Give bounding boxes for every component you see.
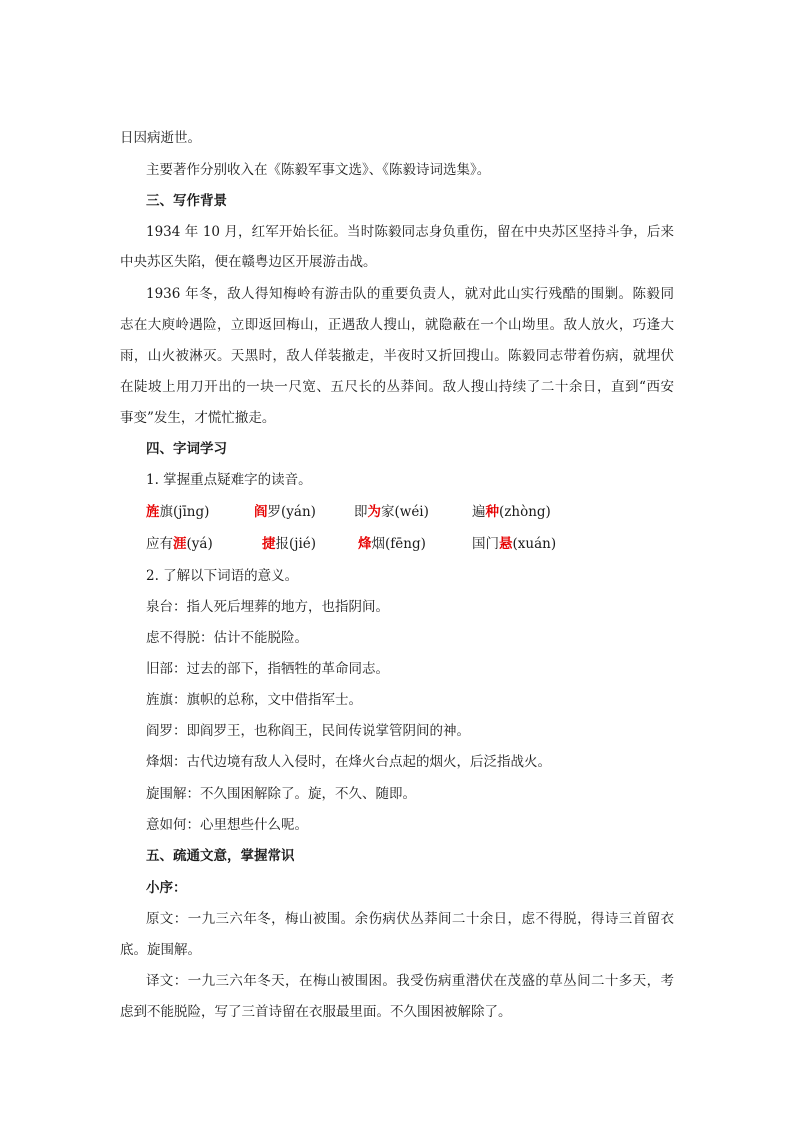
pronunciation-item: 应有涯(yá) xyxy=(146,536,213,552)
pronunciation-item: 国门悬(xuán) xyxy=(472,536,557,552)
vocab-item: 虑不得脱：估计不能脱险。 xyxy=(146,630,308,646)
pronunciation-item: 遍种(zhòng) xyxy=(472,504,551,520)
pronunciation-item: 即为家(wéi) xyxy=(354,504,429,520)
pronunciation-row xyxy=(0,504,794,522)
vocab-item: 烽烟：古代边境有敌人入侵时，在烽火台点起的烟火，后泛指战火。 xyxy=(146,754,551,770)
paragraph-text: 主要著作分别收入在《陈毅军事文选》、《陈毅诗词选集》。 xyxy=(146,162,491,178)
translation-text: 虑到不能脱险，写了三首诗留在衣服最里面。不久围困被解除了。 xyxy=(120,1004,512,1020)
subheading-text: 1. 掌握重点疑难字的读音。 xyxy=(146,472,312,488)
translation-text: 译文：一九三六年冬天，在梅山被围困。我受伤病重潜伏在茂盛的草丛间二十多天，考 xyxy=(146,973,674,989)
vocab-item: 阎罗：即阎罗王，也称阎王，民间传说掌管阴间的神。 xyxy=(146,723,470,739)
original-text: 底。旋围解。 xyxy=(120,942,201,958)
paragraph-text: 雨，山火被淋灭。天黑时，敌人佯装撤走，半夜时又折回搜山。陈毅同志带着伤病，就埋伏 xyxy=(120,348,674,364)
paragraph-text: 事变”发生，才慌忙撤走。 xyxy=(120,410,276,426)
vocab-item: 泉台：指人死后埋葬的地方，也指阴间。 xyxy=(146,599,389,615)
vocab-item: 旧部：过去的部下，指牺牲的革命同志。 xyxy=(146,661,389,677)
pronunciation-item: 阎罗(yán) xyxy=(254,504,316,520)
paragraph-text: 1934 年 10 月，红军开始长征。当时陈毅同志身负重伤，留在中央苏区坚持斗争，后来 xyxy=(146,224,674,240)
subheading-text: 小序： xyxy=(146,880,187,896)
paragraph-text: 中央苏区失陷，便在赣粤边区开展游击战。 xyxy=(120,254,377,270)
vocab-item: 旋围解：不久围困解除了。旋，不久、随即。 xyxy=(146,786,416,802)
pronunciation-item: 旌旗(jīng) xyxy=(146,504,210,520)
vocab-item: 意如何：心里想些什么呢。 xyxy=(146,817,308,833)
pronunciation-item: 捷报(jié) xyxy=(262,536,317,552)
pronunciation-item: 烽烟(fēng) xyxy=(358,536,426,552)
paragraph-text: 志在大庾岭遇险，立即返回梅山，正遇敌人搜山，就隐蔽在一个山坳里。敌人放火，巧逢大 xyxy=(120,317,674,333)
pronunciation-row xyxy=(0,536,794,554)
vocab-item: 旌旗：旗帜的总称，文中借指军士。 xyxy=(146,692,362,708)
paragraph-text: 在陡坡上用刀开出的一块一尺宽、五尺长的丛莽间。敌人搜山持续了二十余日，直到“西安 xyxy=(120,379,674,395)
paragraph-text: 日因病逝世。 xyxy=(120,130,201,146)
original-text: 原文：一九三六年冬，梅山被围。余伤病伏丛莽间二十余日，虑不得脱，得诗三首留衣 xyxy=(146,911,674,927)
section-heading: 五、疏通文意，掌握常识 xyxy=(146,848,295,864)
paragraph-text: 1936 年冬，敌人得知梅岭有游击队的重要负责人，就对此山实行残酷的围剿。陈毅同 xyxy=(146,286,674,302)
subheading-text: 2. 了解以下词语的意义。 xyxy=(146,568,299,584)
section-heading: 三、写作背景 xyxy=(146,193,227,209)
section-heading: 四、字词学习 xyxy=(146,441,227,457)
